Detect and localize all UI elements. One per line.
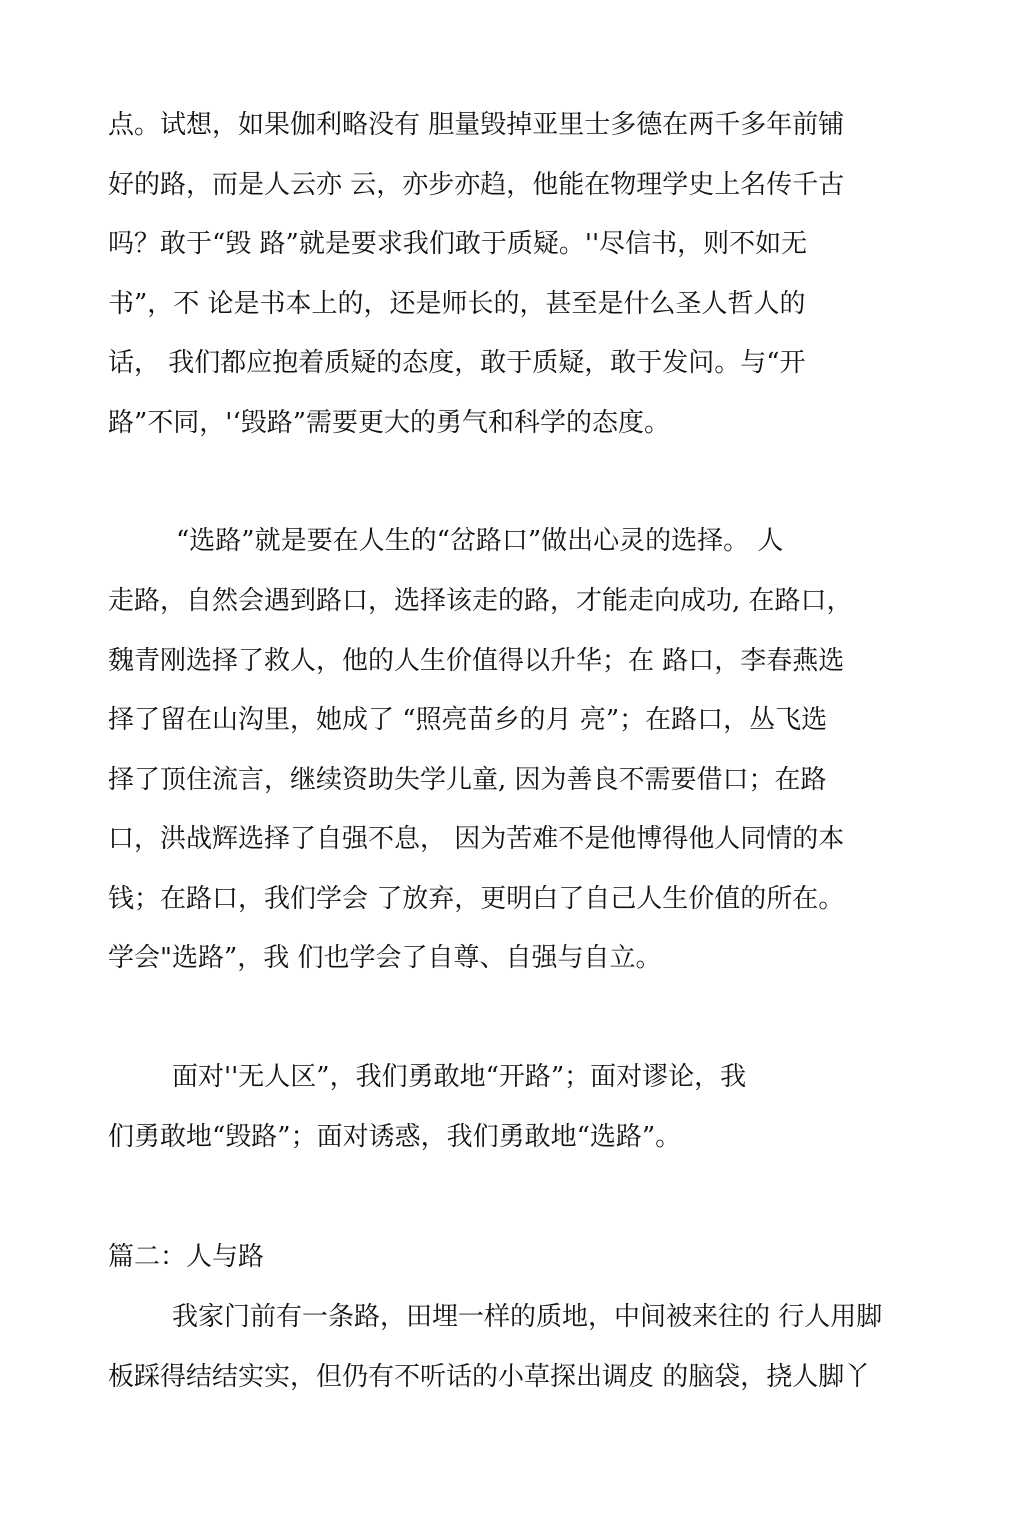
text-line: 话， 我们都应抱着质疑的态度，敢于质疑，敢于发问。与“开 bbox=[108, 348, 806, 378]
text-line: 面对''无人区”，我们勇敢地“开路”；面对谬论，我 bbox=[172, 1062, 747, 1092]
text-line: 学会"选路”，我 们也学会了自尊、自强与自立。 bbox=[108, 943, 662, 973]
text-line: 路”不同，'‘毁路”需要更大的勇气和科学的态度。 bbox=[108, 408, 670, 438]
text-line: 我家门前有一条路，田埋一样的质地，中间被来往的 行人用脚 bbox=[172, 1302, 883, 1332]
text-line: 书”，不 论是书本上的，还是师长的，甚至是什么圣人哲人的 bbox=[108, 289, 806, 319]
text-line: 好的路，而是人云亦 云，亦步亦趋，他能在物理学史上名传千古 bbox=[108, 170, 845, 200]
text-line: 择了留在山沟里，她成了 “照亮苗乡的月 亮”；在路口，丛飞选 bbox=[108, 705, 828, 735]
text-line: 择了顶住流言，继续资助失学儿童, 因为善良不需要借口；在路 bbox=[108, 765, 827, 795]
text-line: 点。试想，如果伽利略没有 胆量毁掉亚里士多德在两千多年前铺 bbox=[108, 110, 845, 140]
text-line: 吗？敢于“毁 路”就是要求我们敢于质疑。''尽信书，则不如无 bbox=[108, 229, 808, 259]
section-heading: 篇二：人与路 bbox=[108, 1242, 265, 1272]
text-line: 走路，自然会遇到路口，选择该走的路，才能走向成功, 在路口， bbox=[108, 586, 853, 616]
text-line: “选路”就是要在人生的“岔路口”做出心灵的选择。 人 bbox=[176, 526, 784, 556]
text-line: 板踩得结结实实，但仍有不听话的小草探出调皮 的脑袋，挠人脚丫 bbox=[108, 1362, 871, 1392]
text-line: 口，洪战辉选择了自强不息， 因为苦难不是他博得他人同情的本 bbox=[108, 824, 845, 854]
text-line: 钱；在路口，我们学会 了放弃，更明白了自己人生价值的所在。 bbox=[108, 884, 845, 914]
text-line: 们勇敢地“毁路”；面对诱惑，我们勇敢地“选路”。 bbox=[108, 1122, 682, 1152]
text-line: 魏青刚选择了救人，他的人生价值得以升华；在 路口，李春燕选 bbox=[108, 646, 845, 676]
